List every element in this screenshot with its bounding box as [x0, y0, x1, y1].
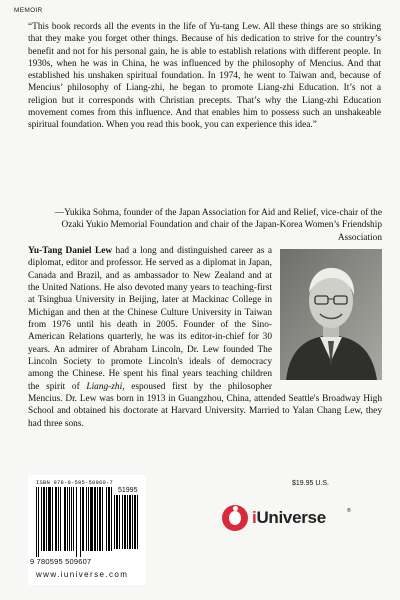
author-bio	[28, 245, 382, 430]
barcode-panel	[28, 475, 146, 585]
publisher-logo	[222, 502, 362, 536]
bio-text-2: , espoused first by the philosopher Mencius. Dr. Lew was born in 1913 in Guangzhou, China, attended Seattle's Broadway High School and obtained his doctorate at Harvard University. Married to Yalan Chang Lew, they had three sons.	[28, 381, 382, 429]
addon-price-code: 51995	[118, 487, 138, 494]
isbn-label: ISBN 978-0-595-50960-7	[36, 479, 114, 486]
addon-barcode	[114, 495, 142, 555]
publisher-name: iUniverse	[252, 508, 326, 527]
endorsement-quote: “This book records all the events in the life of Yu-tang Lew. All these things are so striking that they make you forget other things. Because of his dedication to strive for the country’s benefit and not for his personal gain, he is able to establish relations with different people. In 1930s, when he was in China, he was influenced by the philosophy of Mencius. And that established his unshaken spiritual foundation. In 1974, he went to Taiwan and, because of Mencius’ philosophy of Liang-zhi, he began to promote Liang-zhi Education. It’s not a religion but it corresponds with Christian precepts. That’s why the Liang-zhi Education movement comes from this influence. And that enables him to possess such an unshakeable spiritual foundation. When you read this book, you can experience this idea.”	[28, 22, 381, 131]
author-name: Yu-Tang Daniel Lew	[28, 246, 113, 256]
publisher-website: www.iuniverse.com	[36, 570, 129, 579]
registered-mark: ®	[347, 508, 351, 514]
ean-barcode	[36, 487, 112, 557]
price-label: $19.95 U.S.	[292, 480, 329, 487]
category-label: MEMOIR	[14, 7, 43, 14]
bio-italic-term: Liang-zhi	[86, 381, 123, 392]
iuniverse-logo-icon	[222, 505, 248, 531]
endorsement-attribution: —Yukika Sohma, founder of the Japan Association for Aid and Relief, vice-chair of the Ozaki Yukio Memorial Foundation and chair of the Japan-Korea Women’s Friendship Association	[54, 208, 382, 243]
bio-text-1: had a long and distinguished career as a diplomat, editor and professor. He served as a diplomat in Japan, Canada and Brazil, and as ambassador to New Zealand and at the United Nations. He also devoted many years to teaching-first at Tsinghua University in Beijing, later at Mackinac College in Michigan and then at the Chinese Culture University in Taiwan from 1976 until his death in 2005. Founder of the Sino-American Relations quarterly, he was its editor-in-chief for 30 years. An admirer of Abraham Lincoln, Dr. Lew founded The Lincoln Society to promote Lincoln's ideals of democracy among the Chinese. He spent his final years teaching children the spirit of	[28, 246, 272, 392]
author-photo	[280, 249, 382, 380]
ean-digits: 9 780595 509607	[30, 557, 92, 566]
